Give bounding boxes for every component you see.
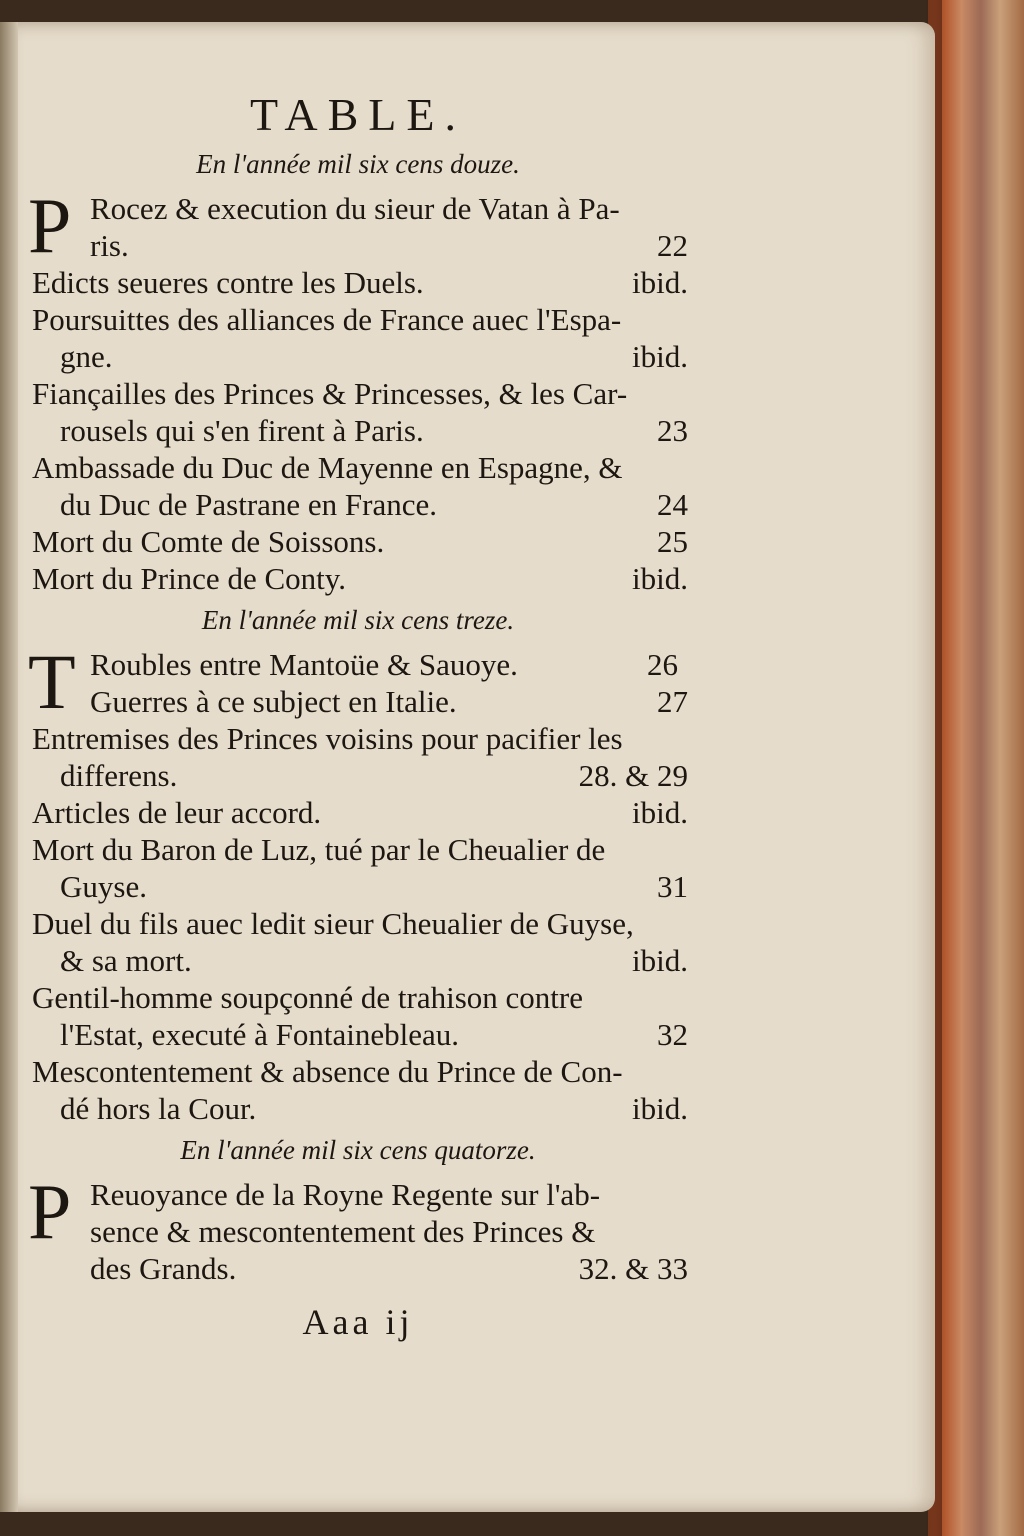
- entry-text: Mort du Comte de Soissons.: [32, 524, 385, 559]
- page-reference: 26: [647, 647, 678, 682]
- section-heading-1612: En l'année mil six cens douze.: [196, 149, 520, 179]
- entry-text-continued: rousels qui s'en firent à Paris.: [60, 413, 424, 448]
- entry-text-continued: Guyse.: [60, 869, 147, 904]
- entry-text: Mort du Baron de Luz, tué par le Cheualier de: [32, 832, 606, 867]
- page-reference: 24: [657, 487, 688, 522]
- entry-text: Poursuittes des alliances de France auec l'Espa-: [32, 302, 622, 337]
- toc-entry: [28, 560, 688, 597]
- signature-mark: Aaa ij: [302, 1302, 414, 1342]
- toc-entry: [28, 831, 688, 905]
- page-reference: ibid.: [632, 265, 688, 300]
- page-reference: 25: [657, 524, 688, 559]
- entry-text-continued: sence & mescontentement des Princes &: [90, 1214, 596, 1249]
- page-gutter: [0, 22, 18, 1512]
- entry-text: Duel du fils auec ledit sieur Cheualier de Guyse,: [32, 906, 634, 941]
- toc-entry: [28, 1168, 688, 1287]
- toc-entry: [28, 638, 688, 725]
- entry-text: [90, 646, 688, 683]
- page-reference: 27: [657, 684, 688, 719]
- entry-text: Mort du Prince de Conty.: [32, 561, 346, 596]
- section-heading-1613: En l'année mil six cens treze.: [201, 605, 515, 635]
- drop-cap: P: [28, 1168, 72, 1255]
- toc-entry: [28, 720, 688, 794]
- page-reference: ibid.: [632, 795, 688, 830]
- page-reference: ibid.: [632, 1091, 688, 1126]
- toc-entry: [28, 979, 688, 1053]
- entry-text-continued: l'Estat, executé à Fontainebleau.: [60, 1017, 459, 1052]
- page-text-block: [28, 70, 688, 1343]
- entry-text-continued: differens.: [60, 758, 178, 793]
- entry-text: Gentil-homme soupçonné de trahison contre: [32, 980, 583, 1015]
- entry-text-continued: & sa mort.: [60, 943, 192, 978]
- entry-text: Mescontentement & absence du Prince de Con-: [32, 1054, 623, 1089]
- page-title: TABLE.: [249, 89, 466, 140]
- entry-text-continued: gne.: [60, 339, 113, 374]
- entry-text: Entremises des Princes voisins pour pacifier les: [32, 721, 623, 756]
- entry-text-first: Roubles entre Mantoüe & Sauoye.: [90, 647, 518, 682]
- entry-text: Reuoyance de la Royne Regente sur l'ab-: [90, 1177, 601, 1212]
- entry-text: Ambassade du Duc de Mayenne en Espagne, &: [32, 450, 623, 485]
- toc-entry: [28, 301, 688, 375]
- entry-text-continued: Guerres à ce subject en Italie.: [90, 684, 457, 719]
- section-heading-1614: En l'année mil six cens quatorze.: [180, 1135, 536, 1165]
- entry-text: Rocez & execution du sieur de Vatan à Pa-: [90, 191, 620, 226]
- toc-entry: [28, 905, 688, 979]
- page-reference: 32: [657, 1017, 688, 1052]
- toc-entry: [28, 264, 688, 301]
- toc-entry: [28, 182, 688, 269]
- toc-entry: [28, 375, 688, 449]
- toc-entry: [28, 1053, 688, 1127]
- page-reference: 23: [657, 413, 688, 448]
- book-fore-edge: [928, 0, 1024, 1536]
- drop-cap: P: [28, 182, 72, 269]
- entry-text-continued: des Grands.: [90, 1251, 237, 1286]
- toc-entry: [28, 449, 688, 523]
- toc-entry: [28, 794, 688, 831]
- page-reference: 22: [657, 228, 688, 263]
- entry-text-continued: ris.: [90, 228, 129, 263]
- entry-text-continued: dé hors la Cour.: [60, 1091, 257, 1126]
- entry-text: Fiançailles des Princes & Princesses, & les Car-: [32, 376, 628, 411]
- toc-entry: [28, 523, 688, 560]
- page-reference: 32. & 33: [578, 1251, 688, 1286]
- page-reference: 31: [657, 869, 688, 904]
- drop-cap: T: [28, 638, 76, 725]
- page-reference: ibid.: [632, 561, 688, 596]
- page-reference: ibid.: [632, 339, 688, 374]
- entry-text: Articles de leur accord.: [32, 795, 322, 830]
- entry-text-continued: du Duc de Pastrane en France.: [60, 487, 438, 522]
- page-reference: ibid.: [632, 943, 688, 978]
- entry-text: Edicts seueres contre les Duels.: [32, 265, 424, 300]
- page-reference: 28. & 29: [578, 758, 688, 793]
